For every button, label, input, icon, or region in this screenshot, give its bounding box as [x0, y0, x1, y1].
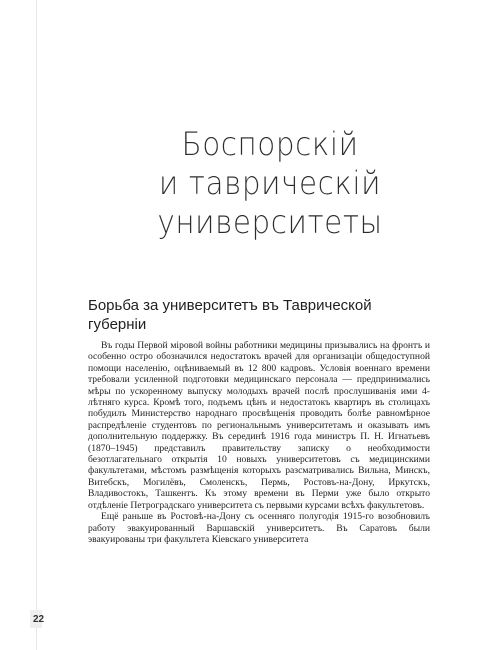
- chapter-title: [100, 125, 440, 242]
- chapter-title-line-1: Боспорскій: [181, 125, 359, 163]
- body-paragraph-1: Въ годы Первой міровой войны работники медицины призывались на фронтъ и особенно остро обозначился недостатокъ врачей для организаціи общедоступной помощи населенію, оцѣниваемый въ 12 800 кадровъ. Условія военнаго времени требовали усиленной подготовки медицинскаго персонала — предпринимались мѣры по ускоренному выпуску молодыхъ врачей послѣ прослушиванія ими 4-лѣтняго курса. Кромѣ того, подъемъ цѣнъ и недостатокъ квартиръ въ столицахъ побудилъ Министерство народнаго просвѣщенія проводить болѣе равномѣрное распредѣленіе студентовъ по региональнымъ университетамъ и оказывать имъ дополнительную поддержку. Въ серединѣ 1916 года министръ П. Н. Игнатьевъ (1870–1945) представилъ правительству записку о необходимости безотлагательнаго открытія 10 новыхъ университетовъ съ медицинскими факультетами, мѣстомъ размѣщенія которыхъ разсматривались Вильна, Минскъ, Витебскъ, Могилёвъ, Смоленскъ, Пермь, Ростовъ-на-Дону, Иркутскъ, Владивостокъ, Ташкентъ. Къ этому времени въ Перми уже было открыто отдѣленіе Петроградскаго университета съ первыми курсами всѣхъ факультетовъ.: [88, 340, 430, 511]
- body-paragraph-2: Ещё раньше въ Ростовѣ-на-Дону съ осенняго полугодія 1915-го возобновилъ работу эвакуированный Варшавскій университетъ. Въ Саратовъ были эвакуированы три факультета Кіевскаго университета: [88, 511, 430, 545]
- page-gutter-divider: [36, 0, 37, 650]
- body-text: [88, 340, 430, 545]
- section-heading: Борьба за университетъ въ Таврической губерніи: [88, 297, 372, 333]
- chapter-title-line-2: и таврическій: [158, 164, 382, 202]
- page-number: 22: [33, 614, 45, 625]
- chapter-title-line-3: университеты: [157, 203, 383, 241]
